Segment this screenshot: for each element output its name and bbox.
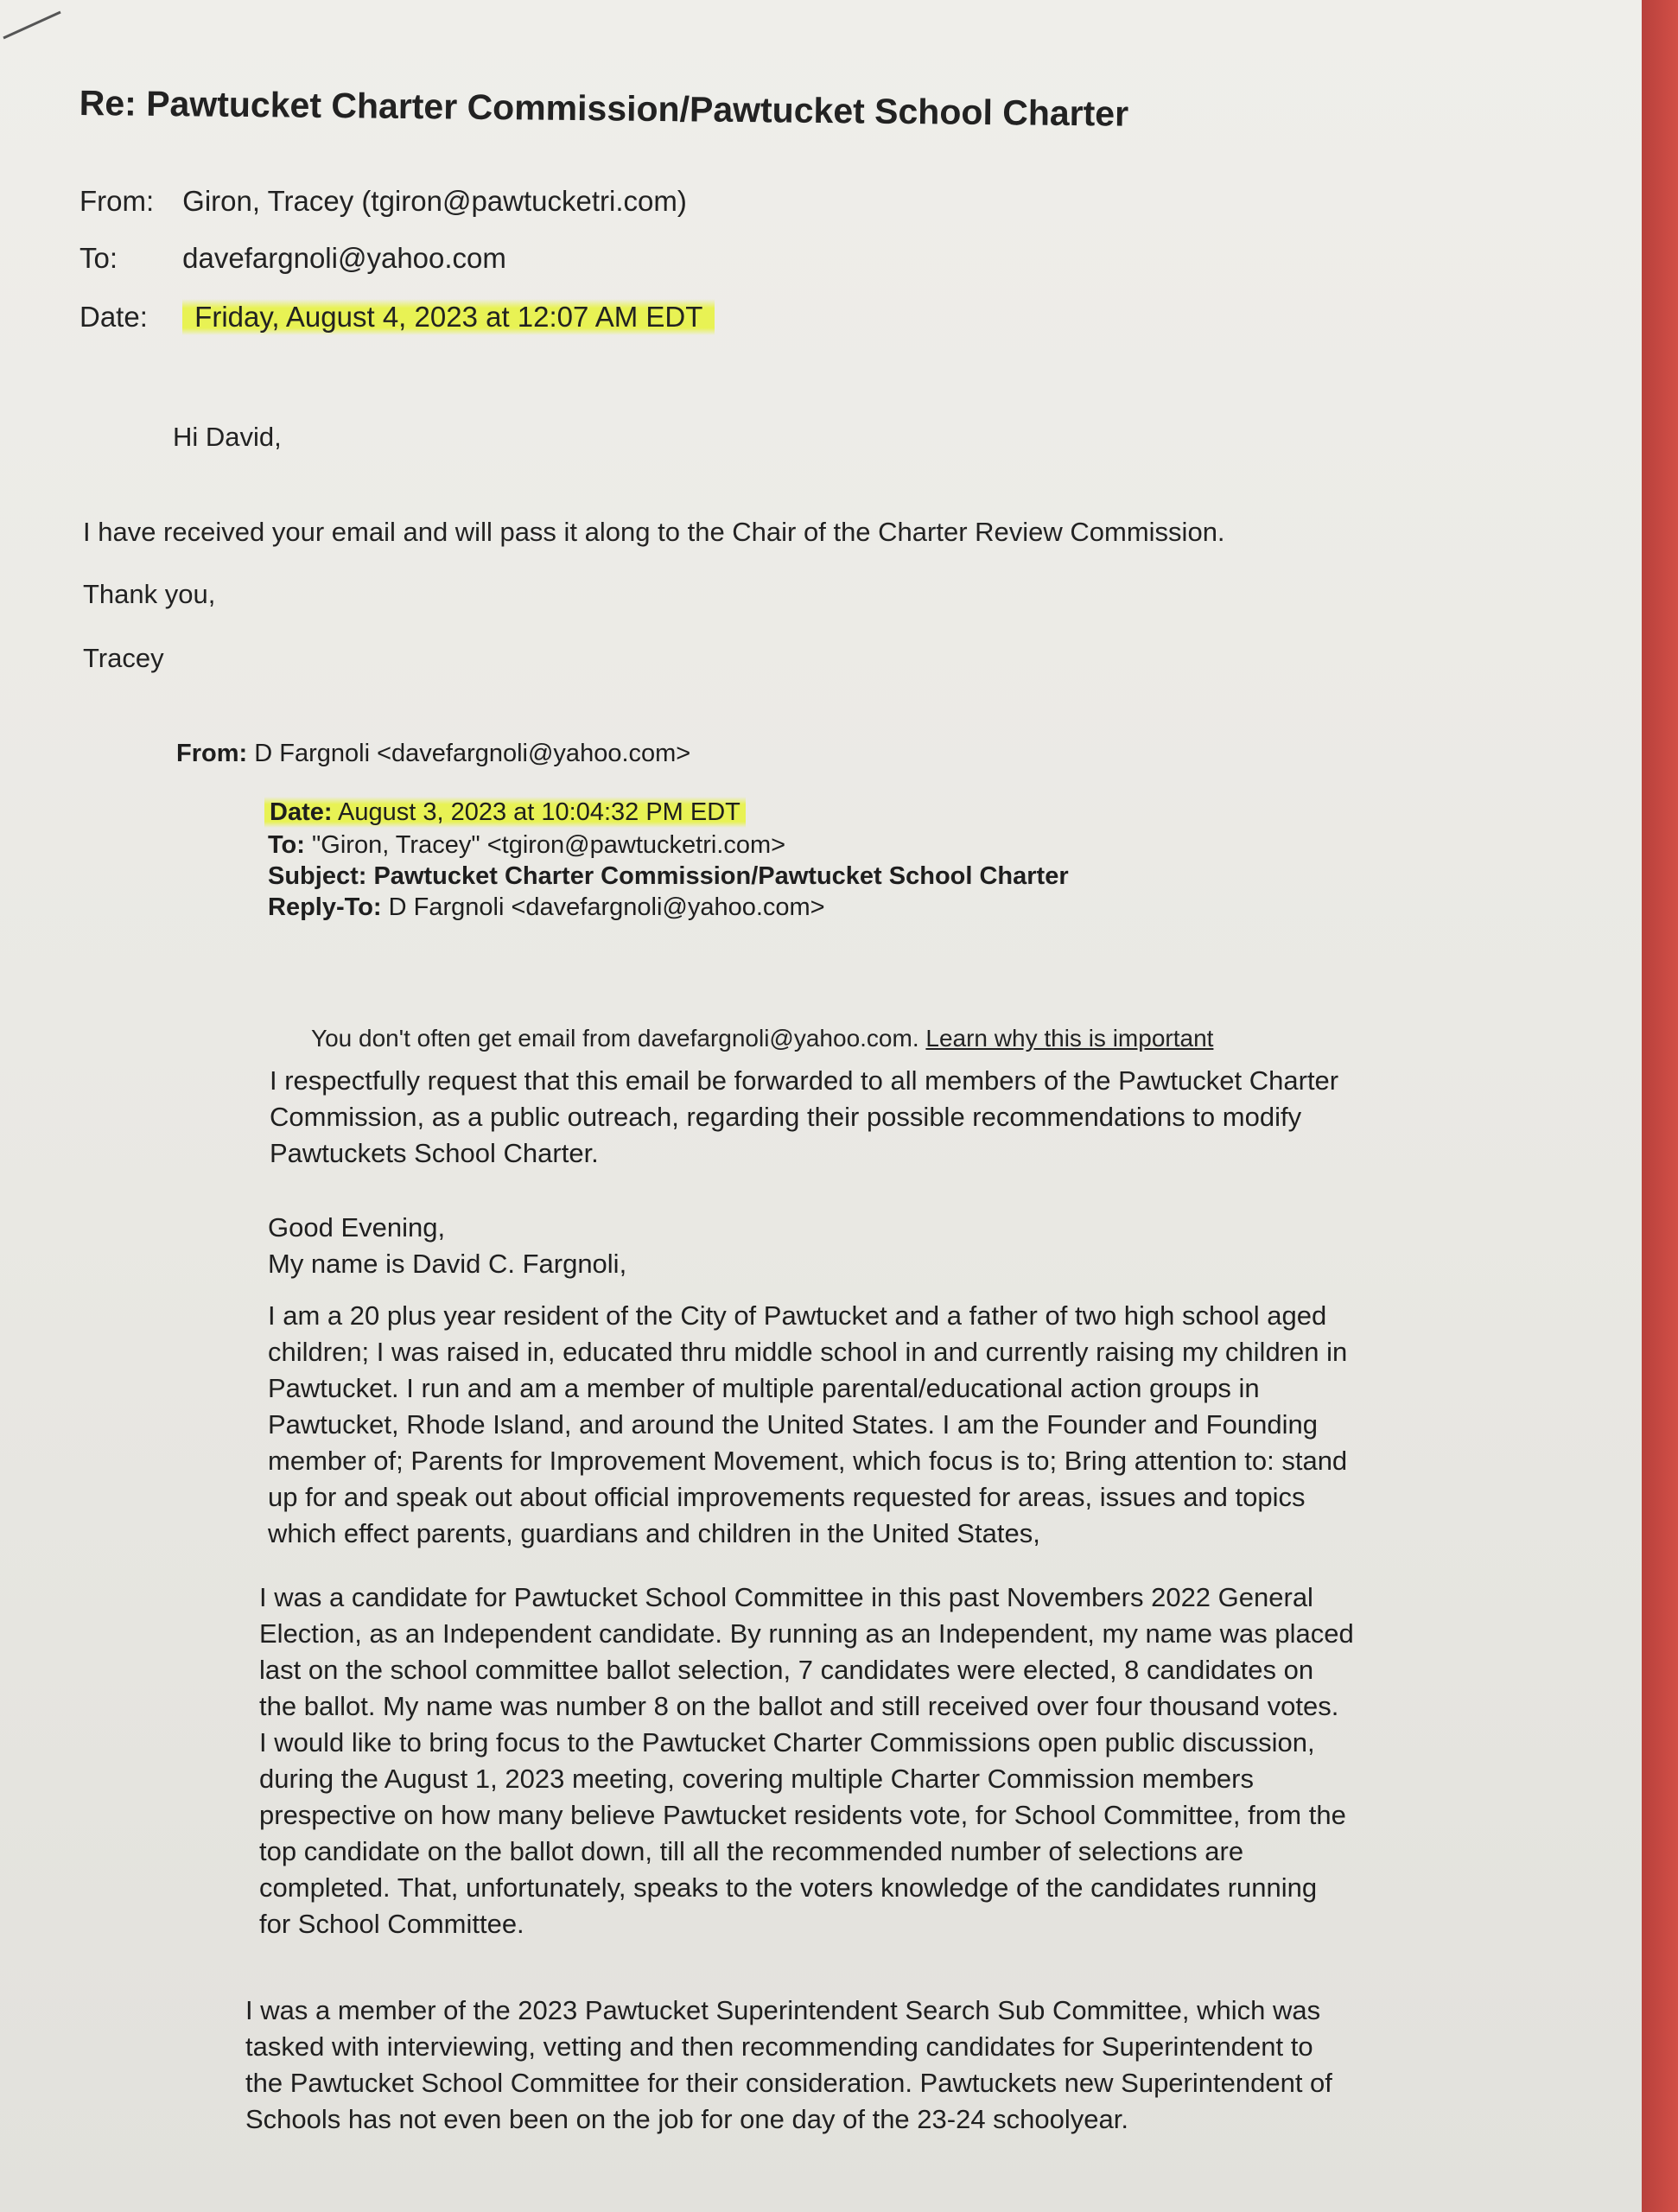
fwd-subject-value: Pawtucket Charter Commission/Pawtucket School Charter (373, 862, 1069, 890)
date-label: Date: (79, 301, 148, 333)
fwd-from-row (176, 740, 690, 768)
email-subject: Re: Pawtucket Charter Commission/Pawtucket School Charter (79, 83, 1129, 134)
fwd-subject-row (268, 862, 1069, 891)
text-line: last on the school committee ballot selection, 7 candidates were elected, 8 candidates on (259, 1655, 1314, 1685)
superintendent-paragraph (245, 1993, 1332, 2138)
fwd-replyto-label: Reply-To: (268, 893, 382, 921)
signature: Tracey (83, 643, 164, 673)
text-line: completed. That, unfortunately, speaks to the voters knowledge of the candidates running (259, 1872, 1318, 1903)
fwd-subject-label: Subject: (268, 862, 367, 890)
text-line: Commission, as a public outreach, regarding their possible recommendations to modify (270, 1102, 1302, 1132)
text-line: Pawtucket, Rhode Island, and around the United States. I am the Founder and Founding (268, 1409, 1318, 1440)
from-row (79, 185, 687, 218)
text-line: My name is David C. Fargnoli, (268, 1249, 627, 1279)
text-line: I respectfully request that this email be forwarded to all members of the Pawtucket Charter (270, 1065, 1339, 1096)
text-line: the Pawtucket School Committee for their consideration. Pawtuckets new Superintendent of (245, 2068, 1332, 2098)
date-value-highlighted: Friday, August 4, 2023 at 12:07 AM EDT (182, 299, 715, 335)
text-line: which effect parents, guardians and children in the United States, (268, 1518, 1040, 1548)
fwd-replyto-row (268, 893, 825, 922)
red-background-edge (1642, 0, 1678, 2212)
to-value: davefargnoli@yahoo.com (182, 242, 506, 274)
pen-mark (0, 0, 104, 43)
notice-text: You don't often get email from davefargnoli@yahoo.com. (311, 1025, 919, 1052)
fwd-from-value: D Fargnoli <davefargnoli@yahoo.com> (254, 740, 691, 767)
intro-paragraph (268, 1210, 626, 1282)
from-label: From: (79, 185, 155, 217)
text-line: top candidate on the ballot down, till all the recommended number of selections are (259, 1836, 1244, 1866)
closing: Thank you, (83, 579, 216, 609)
fwd-to-value: "Giron, Tracey" <tgiron@pawtucketri.com> (312, 831, 786, 859)
fwd-date-highlight (264, 797, 746, 828)
fwd-date-value: August 3, 2023 at 10:04:32 PM EDT (337, 798, 740, 826)
learn-why-link[interactable]: Learn why this is important (925, 1025, 1214, 1052)
fwd-date-row (264, 798, 746, 827)
request-paragraph (270, 1063, 1338, 1172)
text-line: the ballot. My name was number 8 on the ballot and still received over four thousand votes. (259, 1691, 1339, 1721)
from-value: Giron, Tracey (tgiron@pawtucketri.com) (182, 185, 687, 217)
text-line: Pawtuckets School Charter. (270, 1138, 599, 1168)
text-line: Pawtucket. I run and am a member of multiple parental/educational action groups in (268, 1373, 1260, 1403)
external-sender-notice (311, 1025, 1213, 1052)
text-line: I was a member of the 2023 Pawtucket Superintendent Search Sub Committee, which was (245, 1995, 1321, 2025)
fwd-to-row (268, 831, 785, 860)
text-line: member of; Parents for Improvement Movement, which focus is to; Bring attention to: stand (268, 1446, 1348, 1476)
text-line: I am a 20 plus year resident of the City of Pawtucket and a father of two high school aged (268, 1300, 1327, 1331)
text-line: Good Evening, (268, 1212, 446, 1243)
text-line: up for and speak out about official improvements requested for areas, issues and topics (268, 1482, 1306, 1512)
text-line: children; I was raised in, educated thru middle school in and currently raising my children in (268, 1337, 1348, 1367)
fwd-to-label: To: (268, 831, 305, 859)
text-line: I would like to bring focus to the Pawtucket Charter Commissions open public discussion, (259, 1727, 1315, 1758)
text-line: for School Committee. (259, 1909, 524, 1939)
text-line: during the August 1, 2023 meeting, covering multiple Charter Commission members (259, 1764, 1254, 1794)
reply-message: I have received your email and will pass it along to the Chair of the Charter Review Commission. (83, 517, 1225, 547)
text-line: Schools has not even been on the job for one day of the 23-24 schoolyear. (245, 2104, 1129, 2134)
text-line: I was a candidate for Pawtucket School Committee in this past Novembers 2022 General (259, 1582, 1313, 1612)
date-row (79, 299, 715, 335)
greeting: Hi David, (173, 422, 282, 452)
fwd-replyto-value: D Fargnoli <davefargnoli@yahoo.com> (388, 893, 825, 921)
to-label: To: (79, 242, 118, 274)
fwd-date-label: Date: (270, 798, 333, 826)
text-line: prespective on how many believe Pawtucket residents vote, for School Committee, from the (259, 1800, 1346, 1830)
text-line: tasked with interviewing, vetting and then recommending candidates for Superintendent to (245, 2031, 1313, 2062)
to-row (79, 242, 506, 275)
background-paragraph (268, 1298, 1347, 1552)
candidacy-paragraph (259, 1580, 1354, 1942)
text-line: Election, as an Independent candidate. By running as an Independent, my name was placed (259, 1618, 1354, 1649)
fwd-from-label: From: (176, 740, 248, 767)
